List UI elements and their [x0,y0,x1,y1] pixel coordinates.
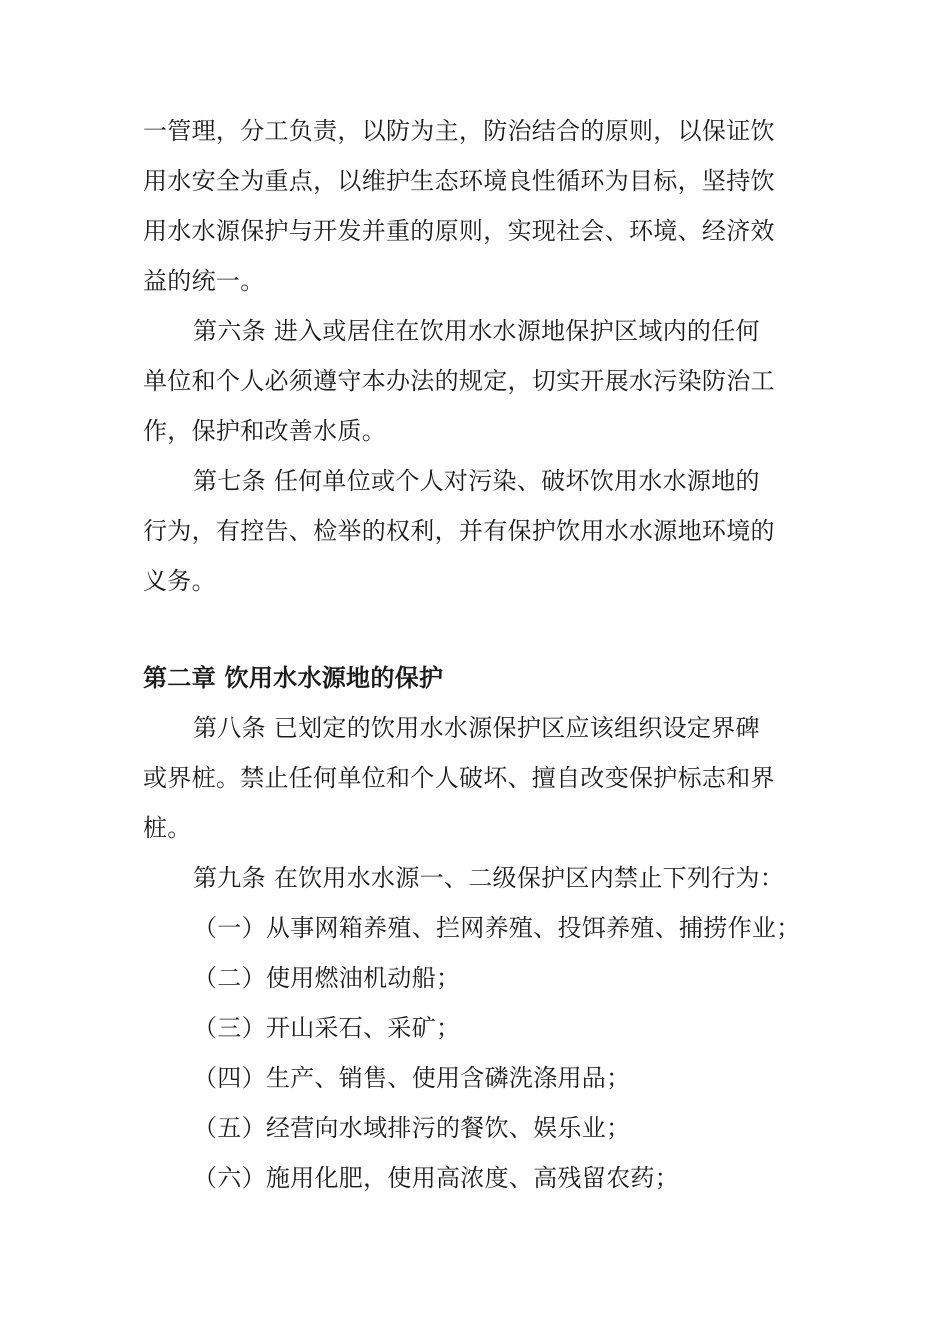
article-8-line: 第八条 已划定的饮用水水源保护区应该组织设定界碑 [193,714,760,742]
article-9-item: （六）施用化肥，使用高浓度、高残留农药； [193,1164,679,1192]
article-9-intro: 第九条 在饮用水水源一、二级保护区内禁止下列行为： [193,864,785,892]
article-9-item: （三）开山采石、采矿； [193,1014,461,1042]
paragraph-line: 益的统一。 [143,267,265,295]
article-6-line: 作，保护和改善水质。 [143,417,386,445]
article-8-line: 桩。 [143,814,192,842]
article-8-line: 或界桩。禁止任何单位和个人破坏、擅自改变保护标志和界 [143,764,775,792]
chapter-heading: 第二章 饮用水水源地的保护 [143,664,444,692]
article-9-item: （二）使用燃油机动船； [193,964,461,992]
article-9-item: （一）从事网箱养殖、拦网养殖、投饵养殖、捕捞作业； [193,914,801,942]
article-7-line: 义务。 [143,567,216,595]
article-9-item: （四）生产、销售、使用含磷洗涤用品； [193,1064,631,1092]
article-6-line: 单位和个人必须遵守本办法的规定，切实开展水污染防治工 [143,367,775,395]
article-7-line: 第七条 任何单位或个人对污染、破坏饮用水水源地的 [193,467,760,495]
article-7-line: 行为，有控告、检举的权利，并有保护饮用水水源地环境的 [143,517,775,545]
paragraph-line: 用水水源保护与开发并重的原则，实现社会、环境、经济效 [143,217,775,245]
paragraph-line: 用水安全为重点，以维护生态环境良性循环为目标，坚持饮 [143,167,775,195]
paragraph-line: 一管理，分工负责，以防为主，防治结合的原则，以保证饮 [143,117,775,145]
article-6-line: 第六条 进入或居住在饮用水水源地保护区域内的任何 [193,317,760,345]
article-9-item: （五）经营向水域排污的餐饮、娱乐业； [193,1114,631,1142]
